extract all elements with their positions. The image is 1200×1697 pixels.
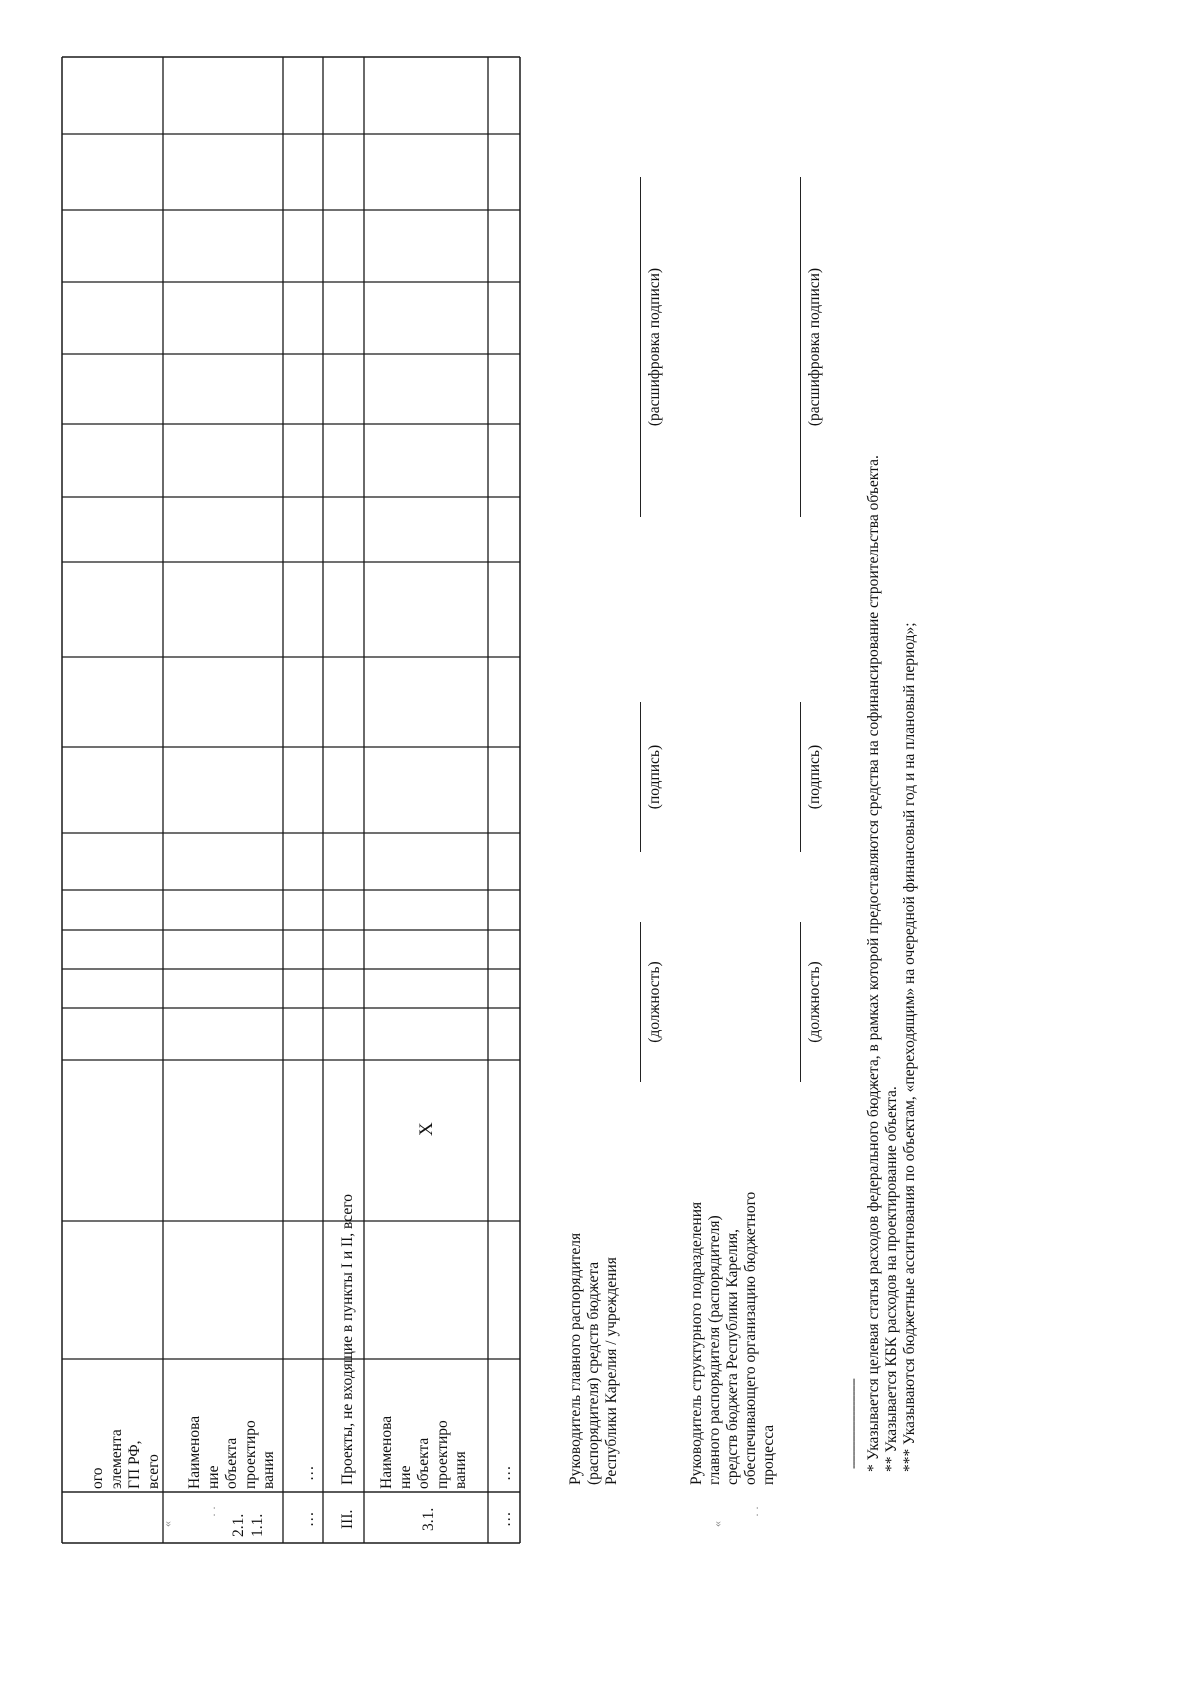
signature-block-1-label: Руководитель главного распорядителя (распорядителя) средств бюджета Республики Карелия / учреждения	[567, 1232, 620, 1485]
signature-caption-1: (подпись)	[646, 744, 663, 810]
position-caption-1: (должность)	[646, 961, 663, 1043]
footnote-1: * Указывается целевая статья расходов федерального бюджета, в рамках которой предоставляются средства на софинансирование строительства объекта.	[865, 455, 882, 1472]
row-2-1-name: Наименова ние объекта проектиро вания	[186, 1415, 277, 1489]
signature-line-1	[640, 702, 641, 852]
signature-caption-2: (подпись)	[806, 744, 823, 810]
row-ellipsis-1-number: …	[300, 1511, 317, 1527]
signature-line-2	[800, 702, 801, 852]
row-3-1-x-mark: X	[416, 1122, 437, 1136]
scan-speck-3: «	[710, 1521, 724, 1527]
row-group-total-label: ого элемента ГП РФ, всего	[89, 1429, 162, 1489]
section-3-title: Проекты, не входящие в пункты I и II, всего	[339, 1194, 356, 1485]
footnote-rule: ---------------------------	[845, 1379, 860, 1469]
row-2-1-number: 2.1. 1.1.	[230, 1513, 266, 1537]
row-3-1-name: Наименова ние объекта проектиро вания	[378, 1415, 469, 1489]
footnote-3: *** Указываются бюджетные ассигнования по объектам, «переходящим» на очередной финансовый год и на плановый период»;	[901, 622, 918, 1472]
position-line-2	[800, 922, 801, 1082]
position-caption-2: (должность)	[806, 961, 823, 1043]
section-3-number: III.	[339, 1509, 356, 1529]
decoding-line-2	[800, 177, 801, 517]
footnote-2: ** Указывается КБК расходов на проектирование объекта.	[883, 1086, 900, 1472]
position-line-1	[640, 922, 641, 1082]
decoding-caption-1: (расшифровка подписи)	[646, 267, 663, 427]
scan-speck-1: «	[160, 1521, 174, 1527]
scan-speck-4: · ·	[750, 1506, 764, 1517]
decoding-line-1	[640, 177, 641, 517]
row-ellipsis-2-number: …	[497, 1511, 514, 1527]
row-3-1-number: 3.1.	[420, 1507, 437, 1531]
decoding-caption-2: (расшифровка подписи)	[806, 267, 823, 427]
scan-speck-2: · ·	[207, 1506, 221, 1517]
row-ellipsis-2-name: …	[497, 1465, 514, 1481]
signature-block-2-label: Руководитель структурного подразделения главного распорядителя (распорядителя) средств бюджета Республики Карелия, обеспечивающего организацию бюджетного процесса	[688, 1191, 777, 1485]
row-ellipsis-1-name: …	[300, 1465, 317, 1481]
